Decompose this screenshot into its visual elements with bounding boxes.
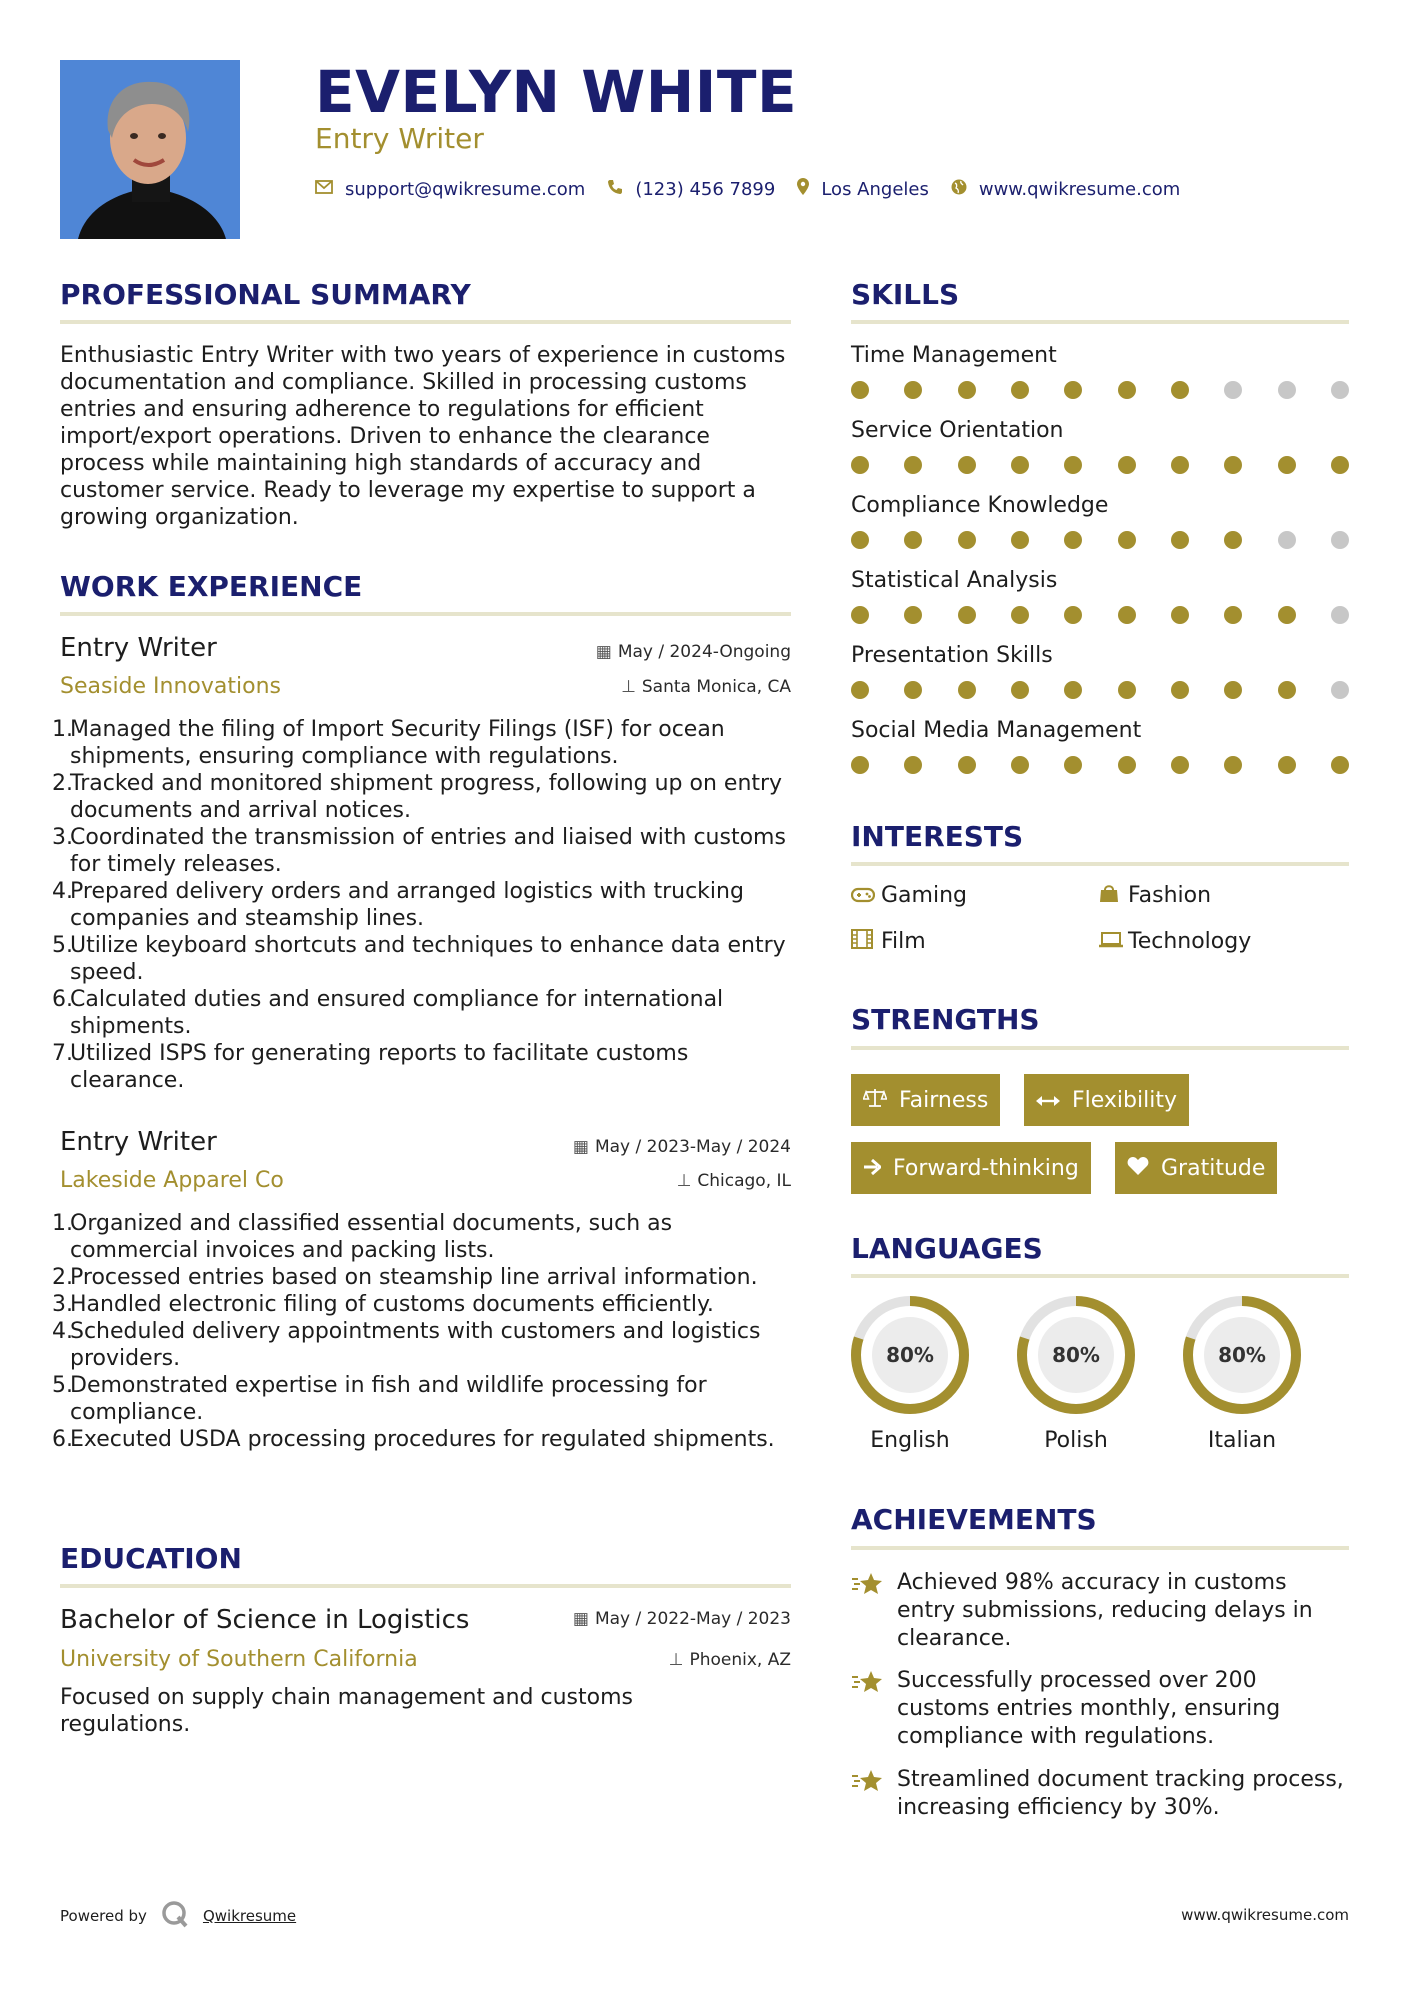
list-item: 1. Managed the filing of Import Security Filings (ISF) for ocean shipments, ensuring compliance with regulations.: [52, 717, 725, 769]
skill-dot-empty: [1224, 381, 1242, 399]
pushpin-icon: ⊥: [676, 1171, 692, 1191]
language-percent: 80%: [1218, 1343, 1266, 1367]
skill-rating: [851, 531, 1349, 549]
skill-dot-filled: [1278, 681, 1296, 699]
skill-dot-filled: [1011, 681, 1029, 699]
section-divider: [851, 1046, 1349, 1050]
candidate-role: Entry Writer: [315, 122, 484, 155]
pushpin-icon: ⊥: [621, 677, 636, 697]
skill-dot-filled: [958, 756, 976, 774]
interest-film: Film: [851, 929, 926, 954]
skill-dot-filled: [851, 381, 869, 399]
section-title-education: EDUCATION: [60, 1542, 242, 1575]
list-item: 4. Scheduled delivery appointments with customers and logistics providers.: [52, 1319, 761, 1371]
arrows-horizontal-icon: [1036, 1088, 1060, 1112]
strength-chip: Flexibility: [1024, 1074, 1189, 1126]
skill-dot-empty: [1331, 681, 1349, 699]
job-title: Entry Writer: [60, 1127, 217, 1157]
list-item: 3. Handled electronic filing of customs documents efficiently.: [52, 1292, 714, 1317]
achievement-item: Successfully processed over 200 customs entries monthly, ensuring compliance with regulations.: [851, 1667, 1351, 1751]
skill-dot-filled: [904, 381, 922, 399]
section-title-languages: LANGUAGES: [851, 1232, 1043, 1265]
strength-chip: Gratitude: [1115, 1142, 1277, 1194]
skill-dot-filled: [1118, 381, 1136, 399]
skill-dot-filled: [1171, 681, 1189, 699]
skill-name: Statistical Analysis: [851, 568, 1058, 593]
skill-dot-empty: [1331, 606, 1349, 624]
skill-dot-filled: [1118, 531, 1136, 549]
skill-name: Presentation Skills: [851, 643, 1053, 668]
skill-dot-filled: [1064, 681, 1082, 699]
interest-fashion: Fashion: [1098, 883, 1211, 908]
section-divider: [851, 1274, 1349, 1278]
skill-dot-filled: [1171, 756, 1189, 774]
skill-dot-filled: [1331, 756, 1349, 774]
laptop-icon: [1098, 930, 1128, 954]
skill-dot-filled: [851, 456, 869, 474]
section-title-achievements: ACHIEVEMENTS: [851, 1503, 1097, 1536]
shopping-bag-icon: [1098, 883, 1128, 908]
skill-dot-filled: [1064, 531, 1082, 549]
skill-name: Service Orientation: [851, 418, 1064, 443]
skill-dot-filled: [1118, 456, 1136, 474]
skill-rating: [851, 381, 1349, 399]
skill-dot-empty: [1331, 381, 1349, 399]
job-title: Entry Writer: [60, 633, 217, 663]
skill-dot-filled: [1224, 606, 1242, 624]
section-title-summary: PROFESSIONAL SUMMARY: [60, 278, 471, 311]
education-location: ⊥ Phoenix, AZ: [668, 1650, 791, 1670]
skill-dot-filled: [958, 606, 976, 624]
section-divider: [851, 862, 1349, 866]
calendar-icon: ▦: [572, 1137, 589, 1157]
strength-chip: Fairness: [851, 1074, 1000, 1126]
skill-name: Time Management: [851, 343, 1057, 368]
list-item: 3. Coordinated the transmission of entries and liaised with customs for timely releases.: [52, 825, 786, 877]
education-dates: ▦ May / 2022-May / 2023: [572, 1609, 791, 1629]
skill-dot-filled: [1224, 756, 1242, 774]
strength-chip: Forward-thinking: [851, 1142, 1091, 1194]
skill-dot-filled: [1278, 456, 1296, 474]
job-dates: ▦ May / 2024-Ongoing: [595, 642, 791, 662]
skill-dot-filled: [904, 756, 922, 774]
job-company: Seaside Innovations: [60, 674, 281, 699]
job-duties-list: [52, 1210, 792, 1453]
skill-dot-filled: [1064, 756, 1082, 774]
skill-dot-filled: [1171, 531, 1189, 549]
job-location: ⊥ Santa Monica, CA: [621, 677, 791, 697]
profile-photo: [60, 60, 240, 239]
skill-dot-filled: [1171, 456, 1189, 474]
calendar-icon: ▦: [572, 1609, 589, 1629]
skill-rating: [851, 681, 1349, 699]
skill-dot-filled: [1118, 681, 1136, 699]
section-divider: [60, 612, 791, 616]
skill-dot-filled: [1118, 756, 1136, 774]
list-item: 5. Utilize keyboard shortcuts and techniques to enhance data entry speed.: [52, 933, 786, 985]
list-item: 2. Tracked and monitored shipment progress, following up on entry documents and arrival notices.: [52, 771, 783, 823]
skill-dot-filled: [1064, 456, 1082, 474]
skill-dot-filled: [1224, 531, 1242, 549]
heart-icon: [1127, 1156, 1149, 1181]
phone-icon: [607, 179, 623, 200]
section-title-strengths: STRENGTHS: [851, 1003, 1040, 1036]
qwikresume-logo-icon: [161, 1900, 189, 1932]
job-company: Lakeside Apparel Co: [60, 1168, 284, 1193]
skill-dot-filled: [1011, 381, 1029, 399]
skill-rating: [851, 756, 1349, 774]
star-award-icon: [851, 1667, 897, 1751]
skill-dot-filled: [1011, 531, 1029, 549]
footer-brand-link[interactable]: Qwikresume: [202, 1907, 297, 1925]
list-item: 1. Organized and classified essential documents, such as commercial invoices and packing lists.: [52, 1211, 673, 1263]
skill-dot-filled: [851, 681, 869, 699]
job-location: ⊥ Chicago, IL: [676, 1171, 791, 1191]
candidate-name: EVELYN WHITE: [315, 58, 798, 126]
star-award-icon: [851, 1569, 897, 1653]
pushpin-icon: ⊥: [668, 1650, 684, 1670]
skill-dot-filled: [1011, 456, 1029, 474]
section-divider: [851, 320, 1349, 324]
achievement-item: Achieved 98% accuracy in customs entry submissions, reducing delays in clearance.: [851, 1569, 1351, 1653]
list-item: 6. Executed USDA processing procedures for regulated shipments.: [52, 1427, 775, 1452]
contact-website[interactable]: www.qwikresume.com: [978, 178, 1181, 200]
footer-website[interactable]: www.qwikresume.com: [1181, 1906, 1349, 1924]
section-divider: [851, 1546, 1349, 1550]
interest-gaming: Gaming: [851, 883, 967, 908]
skill-dot-filled: [851, 756, 869, 774]
language-name: English: [870, 1428, 950, 1453]
skill-dot-filled: [958, 381, 976, 399]
education-description: Focused on supply chain management and customs regulations.: [60, 1685, 633, 1737]
calendar-icon: ▦: [595, 642, 612, 662]
contact-bar: [315, 178, 1202, 200]
job-duties-list: [52, 716, 792, 1094]
list-item: 5. Demonstrated expertise in fish and wildlife processing for compliance.: [52, 1373, 707, 1425]
list-item: 2. Processed entries based on steamship line arrival information.: [52, 1265, 758, 1290]
skill-dot-filled: [1331, 456, 1349, 474]
skill-dot-filled: [851, 531, 869, 549]
skill-dot-filled: [1171, 381, 1189, 399]
star-award-icon: [851, 1766, 897, 1822]
skill-dot-filled: [1064, 381, 1082, 399]
skill-dot-filled: [904, 681, 922, 699]
section-divider: [60, 1584, 791, 1588]
language-name: Italian: [1207, 1428, 1277, 1453]
skill-dot-filled: [958, 531, 976, 549]
language-percent: 80%: [886, 1343, 934, 1367]
gamepad-icon: [851, 884, 881, 908]
contact-phone[interactable]: (123) 456 7899: [635, 178, 776, 200]
envelope-icon: [315, 179, 333, 199]
language-name: Polish: [1044, 1428, 1108, 1453]
language-item: [1181, 1294, 1303, 1453]
skill-dot-empty: [1278, 531, 1296, 549]
section-title-experience: WORK EXPERIENCE: [60, 570, 363, 603]
balance-scale-icon: [863, 1088, 887, 1113]
skill-dot-filled: [1278, 606, 1296, 624]
map-pin-icon: [797, 178, 809, 200]
summary-text: Enthusiastic Entry Writer with two years of experience in customs documentation and compliance. Skilled in processing customs entries and ensuring adherence to regulations for efficient import/export operations. Driven to enhance the clearance process while maintaining high standards of accuracy and customer service. Ready to leverage my expertise to support a growing organization.: [60, 343, 786, 530]
skill-dot-filled: [1171, 606, 1189, 624]
skill-name: Compliance Knowledge: [851, 493, 1109, 518]
contact-location: Los Angeles: [821, 178, 929, 200]
skill-dot-filled: [1278, 756, 1296, 774]
skill-dot-filled: [904, 531, 922, 549]
language-percent: 80%: [1052, 1343, 1100, 1367]
section-title-skills: SKILLS: [851, 278, 960, 311]
skill-dot-filled: [958, 456, 976, 474]
arrow-right-icon: [863, 1156, 881, 1180]
powered-by-label: Powered by: [60, 1907, 147, 1925]
skill-dot-filled: [1064, 606, 1082, 624]
list-item: 7. Utilized ISPS for generating reports to facilitate customs clearance.: [52, 1041, 689, 1093]
section-title-interests: INTERESTS: [851, 820, 1024, 853]
section-divider: [60, 320, 791, 324]
list-item: 6. Calculated duties and ensured compliance for international shipments.: [52, 987, 724, 1039]
degree-title: Bachelor of Science in Logistics: [60, 1605, 470, 1635]
skill-rating: [851, 456, 1349, 474]
list-item: 4. Prepared delivery orders and arranged logistics with trucking companies and steamship lines.: [52, 879, 744, 931]
skill-dot-filled: [851, 606, 869, 624]
language-item: [849, 1294, 971, 1453]
achievement-item: Streamlined document tracking process, increasing efficiency by 30%.: [851, 1766, 1351, 1822]
skill-dot-empty: [1331, 531, 1349, 549]
skill-dot-filled: [1011, 606, 1029, 624]
skill-dot-filled: [1224, 681, 1242, 699]
film-icon: [851, 929, 881, 954]
skill-name: Social Media Management: [851, 718, 1142, 743]
skill-dot-filled: [904, 456, 922, 474]
footer-powered-by: [60, 1900, 296, 1932]
language-item: [1015, 1294, 1137, 1453]
interest-technology: Technology: [1098, 929, 1251, 954]
skill-dot-filled: [1011, 756, 1029, 774]
skill-dot-filled: [904, 606, 922, 624]
contact-email[interactable]: support@qwikresume.com: [345, 178, 586, 200]
skill-dot-filled: [1118, 606, 1136, 624]
skill-dot-filled: [1224, 456, 1242, 474]
skill-rating: [851, 606, 1349, 624]
skill-dot-filled: [958, 681, 976, 699]
job-dates: ▦ May / 2023-May / 2024: [572, 1137, 791, 1157]
school-name: University of Southern California: [60, 1647, 418, 1672]
skill-dot-empty: [1278, 381, 1296, 399]
globe-icon: [951, 179, 967, 200]
